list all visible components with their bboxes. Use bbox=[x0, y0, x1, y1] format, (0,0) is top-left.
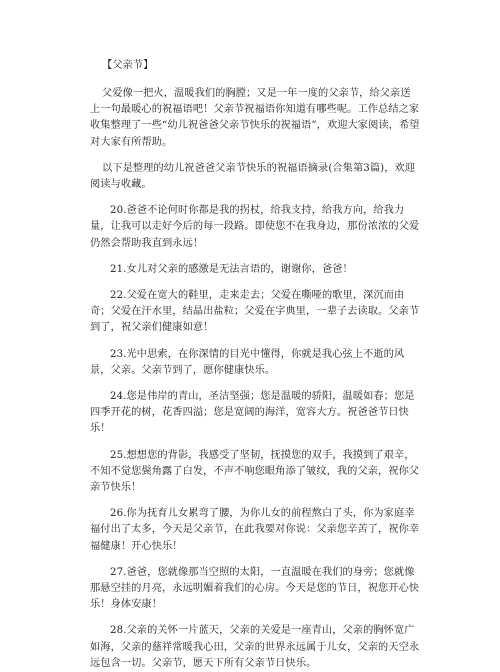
document-body bbox=[90, 58, 420, 672]
section-heading: 【父亲节】 bbox=[102, 60, 154, 71]
greeting-item-20: 20.爸爸不论何时你都是我的拐杖，给我支持，给我方向，给我力量，让我可以走好今后的每一段路。即使您不在我身边，那份浓浓的父爱仍然会帮助我直到永远！ bbox=[90, 205, 420, 249]
intro-paragraph: 父爱像一把火，温暖我们的胸膛；又是一年一度的父亲节，给父亲送上一句最暖心的祝福语吧！父亲节祝福语你知道有哪些呢。工作总结之家收集整理了一些“幼儿祝爸爸父亲节快乐的祝福语”，欢迎大家阅读，希望对大家有所帮助。 bbox=[90, 88, 420, 148]
greeting-item-26: 26.你为抚育儿女累弯了腰，为你儿女的前程熬白了头，你为家庭幸福付出了太多，今天是父亲节，在此我要对你说：父亲您辛苦了，祝你幸福健康！开心快乐！ bbox=[90, 508, 420, 552]
greeting-item-27: 27.爸爸，您就像那当空照的太阳，一直温暖在我们的身旁；您就像那悬空挂的月亮，永远明媚着我们的心房。今天是您的节日，祝您开心快乐！身体安康！ bbox=[90, 566, 420, 611]
greeting-item-21: 21.女儿对父亲的感激是无法言语的，谢谢你，爸爸！ bbox=[110, 263, 353, 275]
greeting-item-23: 23.光中思索，在你深情的目光中懂得，你就是我心弦上不逝的风景，父亲。父亲节到了，愿你健康快乐。 bbox=[90, 348, 405, 376]
greeting-item-28: 28.父亲的关怀一片蓝天，父亲的关爱是一座青山，父亲的胸怀宽广如海，父亲的慈祥常暖我心田，父亲的世界永远属于儿女，父亲的天空永远包含一切。父亲节，愿天下所有父亲节日快乐。 bbox=[90, 625, 420, 669]
greeting-list bbox=[90, 203, 420, 672]
greeting-item-22: 22.父爱在宽大的鞋里，走来走去；父爱在嘶哑的歌里，深沉而由奇；父爱在汗水里，结晶出盐粒；父爱在字典里，一辈子去读取。父亲节到了，祝父亲们健康如意！ bbox=[90, 290, 420, 334]
greeting-item-25: 25.想想您的背影，我感受了坚韧，抚摸您的双手，我摸到了艰辛，不知不觉您鬓角露了白发，不声不响您眼角添了皱纹，我的父亲，祝你父亲节快乐！ bbox=[90, 449, 420, 494]
greeting-item-24: 24.您是伟岸的青山，圣洁坚强；您是温暖的骄阳，温暖如春；您是四季开花的树，花香四溢；您是宽阔的海洋，宽容大方。祝爸爸节日快乐！ bbox=[90, 391, 415, 435]
lead-paragraph: 以下是整理的幼儿祝爸爸父亲节快乐的祝福语摘录(合集第3篇)，欢迎阅读与收藏。 bbox=[90, 162, 416, 191]
